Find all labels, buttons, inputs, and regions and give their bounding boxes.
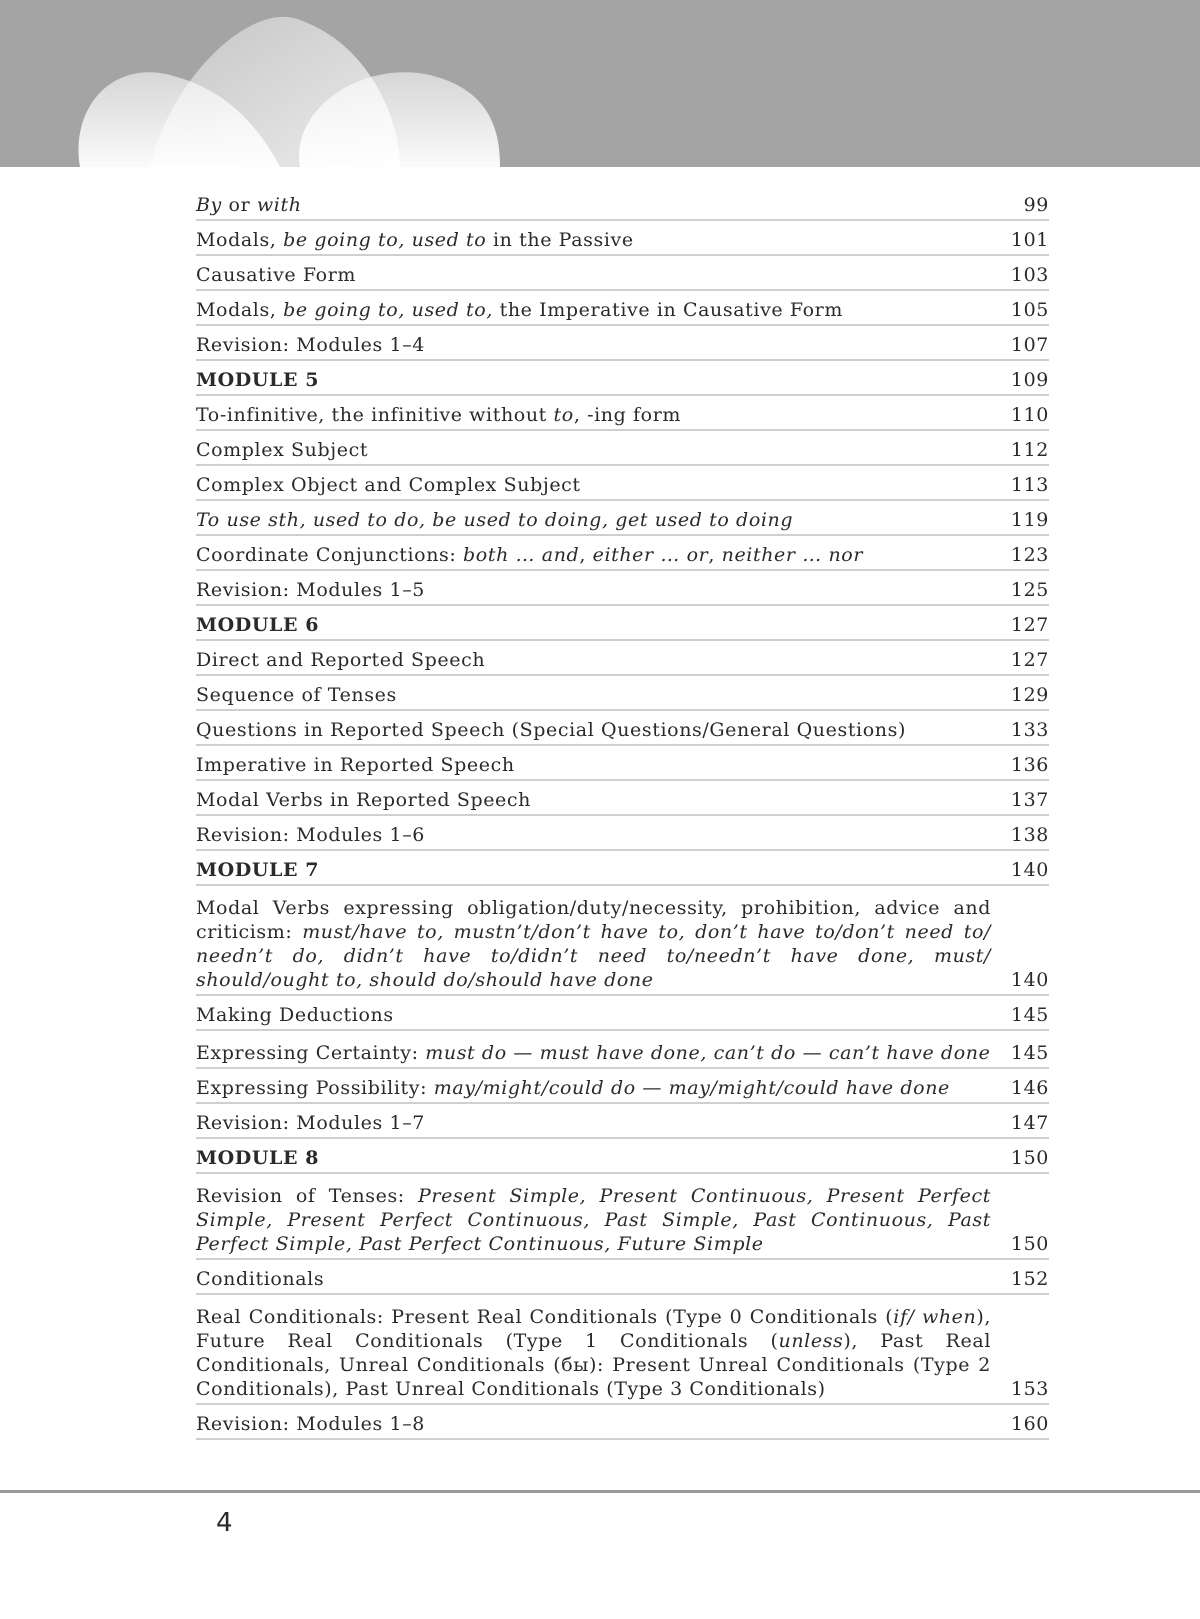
- toc-entry-title: [196, 473, 1009, 497]
- toc-title-text: Questions in Reported Speech (Special Questions/General Questions): [196, 719, 906, 741]
- toc-page-number: 107: [1010, 334, 1049, 356]
- toc-title-italic: To use sth, used to do, be used to doing, get used to doing: [196, 509, 794, 531]
- toc-title-text: MODULE 6: [196, 614, 320, 636]
- toc-entry-title: [196, 1305, 1009, 1401]
- toc-entry[interactable]: [196, 543, 1049, 571]
- toc-title-italic: may/might/could do — may/might/could have done: [433, 1077, 950, 1099]
- toc-title-text: Coordinate Conjunctions:: [196, 544, 464, 566]
- toc-title-text: in the Passive: [486, 229, 634, 251]
- toc-entry[interactable]: [196, 473, 1049, 501]
- toc-page-number: 101: [1010, 229, 1049, 251]
- toc-page-number: 150: [1010, 1233, 1049, 1255]
- toc-entry[interactable]: [196, 403, 1049, 431]
- toc-title-text: Imperative in Reported Speech: [196, 754, 515, 776]
- toc-page-number: 103: [1010, 264, 1049, 286]
- toc-entry-title: [196, 648, 1009, 672]
- toc-title-text: Complex Subject: [196, 439, 369, 461]
- toc-title-text: Revision: Modules 1–7: [196, 1112, 425, 1134]
- toc-title-text: MODULE 7: [196, 859, 320, 881]
- toc-entry-title: [196, 823, 1009, 847]
- toc-entry[interactable]: [196, 1181, 1049, 1260]
- toc-entry-title: [196, 228, 1009, 252]
- toc-title-text: Real Conditionals: Present Real Conditionals (Type 0 Conditionals (: [196, 1306, 894, 1328]
- toc-title-text: Modal Verbs expressing obligation/duty/necessity, prohibition, advice and criticism:: [196, 897, 991, 943]
- toc-title-text: Modals,: [196, 299, 284, 321]
- toc-title-text: ), Future Real Conditionals (Type 1 Conditionals (: [196, 1306, 991, 1352]
- toc-title-italic: if/ when: [893, 1306, 977, 1328]
- toc-entry-title: [196, 896, 1009, 992]
- toc-title-text: ,: [708, 544, 722, 566]
- toc-entry-title: [196, 1111, 1009, 1135]
- toc-entry[interactable]: [196, 228, 1049, 256]
- toc-title-italic: neither … nor: [721, 544, 864, 566]
- toc-entry-title: [196, 333, 1009, 357]
- toc-page-number: 109: [1010, 369, 1049, 391]
- toc-entry-title: [196, 1041, 1009, 1065]
- toc-title-text: Direct and Reported Speech: [196, 649, 486, 671]
- toc-title-italic: unless: [778, 1330, 844, 1352]
- toc-entry-title: [196, 578, 1009, 602]
- toc-title-text: Modals,: [196, 229, 284, 251]
- toc-entry-title: [196, 368, 1009, 392]
- toc-page-number: 105: [1010, 299, 1049, 321]
- toc-entry-title: [196, 1267, 1009, 1291]
- toc-page-number: 123: [1010, 544, 1049, 566]
- toc-page-number: 125: [1010, 579, 1049, 601]
- toc-title-text: or: [221, 194, 257, 216]
- toc-title-italic: be going to, used to,: [283, 299, 493, 321]
- toc-entry-title: [196, 788, 1009, 812]
- toc-page-number: 147: [1010, 1112, 1049, 1134]
- toc-title-text: Expressing Possibility:: [196, 1077, 434, 1099]
- toc-page-number: 112: [1010, 439, 1049, 461]
- toc-title-text: Modal Verbs in Reported Speech: [196, 789, 531, 811]
- toc-entry-title: [196, 613, 1009, 637]
- toc-entry-title: [196, 1146, 1009, 1170]
- toc-entry[interactable]: [196, 1076, 1049, 1104]
- petal-decoration: [0, 0, 1200, 167]
- toc-title-text: ), Past Real Conditionals, Unreal Conditionals (бы): Present Unreal Conditionals (Type 2 Conditionals), Past Unreal Conditionals (Type 3 Conditionals): [196, 1330, 991, 1400]
- toc-title-text: Causative Form: [196, 264, 356, 286]
- toc-page-number: 153: [1010, 1378, 1049, 1400]
- toc-page-number: 110: [1010, 404, 1049, 426]
- toc-page-number: 152: [1010, 1268, 1049, 1290]
- toc-title-text: Revision: Modules 1–6: [196, 824, 425, 846]
- toc-entry-title: [196, 1412, 1009, 1436]
- toc-page-number: 137: [1010, 789, 1049, 811]
- toc-entry[interactable]: [196, 1111, 1049, 1139]
- toc-entry[interactable]: [196, 788, 1049, 816]
- toc-entry[interactable]: [196, 1038, 1049, 1069]
- toc-entry-title: [196, 683, 1009, 707]
- toc-entry[interactable]: [196, 193, 1049, 221]
- toc-entry-title: [196, 438, 1009, 462]
- toc-entry-title: [196, 508, 1009, 532]
- toc-entry[interactable]: [196, 1267, 1049, 1295]
- page-number: 4: [216, 1508, 233, 1538]
- toc-entry-title: [196, 1076, 1009, 1100]
- toc-title-text: Complex Object and Complex Subject: [196, 474, 581, 496]
- toc-title-text: Revision of Tenses:: [196, 1185, 419, 1207]
- toc-title-text: Conditionals: [196, 1268, 325, 1290]
- toc-page-number: 127: [1010, 614, 1049, 636]
- toc-title-text: the Imperative in Causative Form: [492, 299, 843, 321]
- toc-page-number: 127: [1010, 649, 1049, 671]
- toc-entry-title: [196, 263, 1009, 287]
- toc-page-number: 160: [1010, 1413, 1049, 1435]
- toc-module-heading[interactable]: [196, 858, 1049, 886]
- toc-entry-title: [196, 1003, 1009, 1027]
- toc-title-italic: with: [256, 194, 302, 216]
- toc-page-number: 99: [1023, 194, 1049, 216]
- toc-module-heading[interactable]: [196, 368, 1049, 396]
- toc-title-italic: either … or: [592, 544, 709, 566]
- toc-title-text: Sequence of Tenses: [196, 684, 397, 706]
- toc-title-italic: to: [553, 404, 574, 426]
- toc-page-number: 146: [1010, 1077, 1049, 1099]
- toc-entry-title: [196, 403, 1009, 427]
- toc-module-heading[interactable]: [196, 1146, 1049, 1174]
- toc-entry-title: [196, 753, 1009, 777]
- toc-title-text: MODULE 8: [196, 1147, 320, 1169]
- toc-entry[interactable]: [196, 333, 1049, 361]
- toc-title-italic: Present Simple, Present Continuous, Present Perfect Simple, Present Perfect Continuous, Past Simple, Past Continuous, Past Perfect Simple, Past Perfect Continuous, Future Simple: [196, 1185, 991, 1255]
- toc-page-number: 145: [1010, 1004, 1049, 1026]
- toc-page-number: 133: [1010, 719, 1049, 741]
- toc-module-heading[interactable]: [196, 613, 1049, 641]
- toc-entry[interactable]: [196, 508, 1049, 536]
- toc-title-italic: must/have to, mustn’t/don’t have to, don’t have to/don’t need to/ needn’t do, didn’t have to/didn’t need to/needn’t have done, must/ should/ought to, should do/should have done: [196, 921, 991, 991]
- footer-divider: [0, 1490, 1200, 1493]
- toc-entry[interactable]: [196, 648, 1049, 676]
- toc-entry-title: [196, 543, 1009, 567]
- toc-entry[interactable]: [196, 683, 1049, 711]
- toc-page-number: 140: [1010, 969, 1049, 991]
- toc-page-number: 145: [1010, 1042, 1049, 1064]
- toc-page-number: 150: [1010, 1147, 1049, 1169]
- table-of-contents: [196, 193, 1049, 1447]
- toc-title-text: Revision: Modules 1–5: [196, 579, 425, 601]
- toc-entry[interactable]: [196, 823, 1049, 851]
- toc-entry[interactable]: [196, 1302, 1049, 1405]
- toc-title-italic: be going to, used to: [283, 229, 487, 251]
- toc-entry[interactable]: [196, 578, 1049, 606]
- toc-entry[interactable]: [196, 753, 1049, 781]
- toc-title-text: Revision: Modules 1–4: [196, 334, 425, 356]
- toc-page-number: 138: [1010, 824, 1049, 846]
- toc-title-text: ,: [579, 544, 593, 566]
- toc-entry-title: [196, 298, 1009, 322]
- toc-title-text: Expressing Certainty:: [196, 1042, 426, 1064]
- toc-entry[interactable]: [196, 298, 1049, 326]
- header-band: [0, 0, 1200, 167]
- toc-page-number: 140: [1010, 859, 1049, 881]
- toc-title-italic: By: [196, 194, 222, 216]
- toc-title-text: To-infinitive, the infinitive without: [196, 404, 554, 426]
- toc-entry-title: [196, 718, 1009, 742]
- toc-entry-title: [196, 193, 1009, 217]
- toc-entry-title: [196, 858, 1009, 882]
- toc-entry[interactable]: [196, 893, 1049, 996]
- toc-entry-title: [196, 1184, 1009, 1256]
- toc-entry[interactable]: [196, 718, 1049, 746]
- toc-title-text: , -ing form: [573, 404, 682, 426]
- toc-title-italic: both … and: [463, 544, 580, 566]
- toc-page-number: 129: [1010, 684, 1049, 706]
- toc-entry[interactable]: [196, 1003, 1049, 1031]
- toc-page-number: 113: [1010, 474, 1049, 496]
- toc-entry[interactable]: [196, 263, 1049, 291]
- toc-title-text: MODULE 5: [196, 369, 320, 391]
- toc-title-text: Making Deductions: [196, 1004, 394, 1026]
- toc-title-italic: must do — must have done, can’t do — can’t have done: [425, 1042, 991, 1064]
- toc-entry[interactable]: [196, 438, 1049, 466]
- toc-entry[interactable]: [196, 1412, 1049, 1440]
- toc-page-number: 136: [1010, 754, 1049, 776]
- toc-page-number: 119: [1010, 509, 1049, 531]
- toc-title-text: Revision: Modules 1–8: [196, 1413, 425, 1435]
